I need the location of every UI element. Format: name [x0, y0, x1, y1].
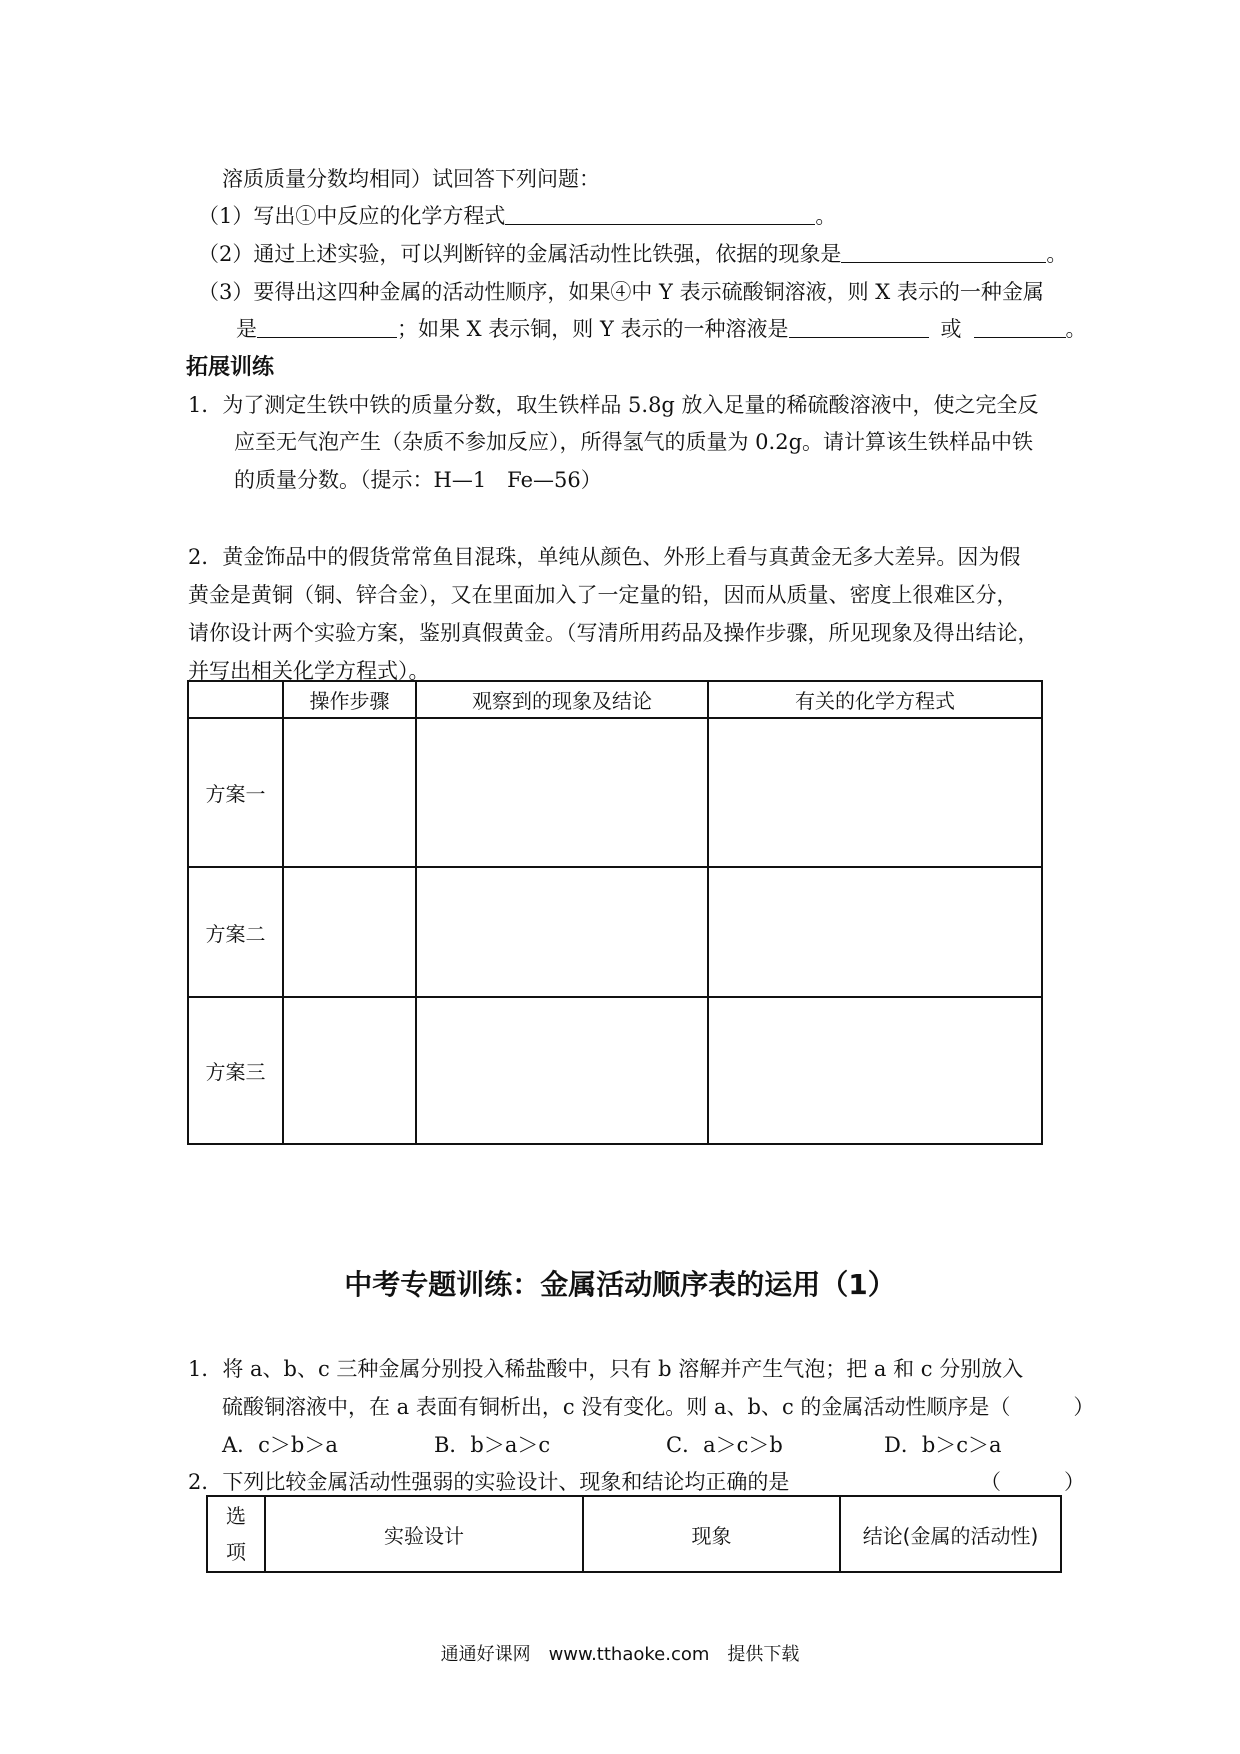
intro-line: 溶质质量分数均相同）试回答下列问题：	[222, 167, 600, 191]
problem-2-line1: 2．黄金饰品中的假货常常鱼目混珠，单纯从颜色、外形上看与真黄金无多大差异。因为假	[188, 545, 1021, 569]
table-cell[interactable]	[416, 997, 708, 1144]
problem-1-line2: 应至无气泡产生（杂质不参加反应），所得氢气的质量为 0.2g。请计算该生铁样品中铁	[234, 430, 1034, 454]
question-1-line2: 硫酸铜溶液中，在 a 表面有铜析出，c 没有变化。则 a、b、c 的金属活动性顺序是（ ）	[222, 1395, 1095, 1419]
table-header-cell: 结论(金属的活动性)	[840, 1496, 1061, 1572]
header-option-bottom: 项	[226, 1540, 246, 1564]
question-2-text: 2．下列比较金属活动性强弱的实验设计、现象和结论均正确的是	[188, 1470, 790, 1494]
table-header-row	[188, 681, 1042, 718]
subquestion-3-line2: 是 ；如果 X 表示铜，则 Y 表示的一种溶液是 或 。	[236, 317, 1087, 341]
subquestion-2	[198, 238, 1067, 268]
option-a[interactable]: A．c＞b＞a	[222, 1433, 338, 1457]
row-label: 方案一	[188, 718, 283, 867]
table-cell[interactable]	[708, 997, 1042, 1144]
row-label: 方案二	[188, 867, 283, 997]
question-1-line1: 1．将 a、b、c 三种金属分别投入稀盐酸中，只有 b 溶解并产生气泡；把 a 和 c 分别放入	[188, 1357, 1024, 1381]
option-d[interactable]: D．b＞c＞a	[884, 1433, 1002, 1457]
table-cell[interactable]	[283, 867, 416, 997]
table-header-cell: 观察到的现象及结论	[416, 681, 708, 718]
table-header-cell: 操作步骤	[283, 681, 416, 718]
problem-2-line4: 并写出相关化学方程式）。	[188, 659, 430, 683]
answer-blank[interactable]	[789, 317, 929, 338]
problem-1-line1: 1．为了测定生铁中铁的质量分数，取生铁样品 5.8g 放入足量的稀硫酸溶液中，使之完全反	[188, 393, 1039, 417]
table-cell[interactable]	[283, 997, 416, 1144]
period: 。	[1046, 242, 1068, 266]
answer-blank[interactable]	[505, 204, 815, 225]
table-cell[interactable]	[283, 718, 416, 867]
problem-1-line3: 的质量分数。（提示：H—1 Fe—56）	[234, 468, 602, 492]
option-b[interactable]: B．b＞a＞c	[434, 1433, 551, 1457]
subquestion-1-text: （1）写出①中反应的化学方程式	[198, 204, 506, 228]
header-option-top: 选	[226, 1504, 246, 1528]
problem-2-line3: 请你设计两个实验方案，鉴别真假黄金。（写清所用药品及操作步骤，所见现象及得出结论，	[188, 621, 1039, 645]
problem-2-line2: 黄金是黄铜（铜、锌合金），又在里面加入了一定量的铅，因而从质量、密度上很难区分，	[188, 583, 1018, 607]
row-label: 方案三	[188, 997, 283, 1144]
table-cell[interactable]	[708, 867, 1042, 997]
table-header-cell: 实验设计	[265, 1496, 583, 1572]
table-row	[188, 718, 1042, 867]
table-header-cell	[207, 1496, 265, 1572]
table-cell[interactable]	[416, 718, 708, 867]
answer-blank[interactable]	[841, 242, 1046, 263]
table-header-cell: 现象	[583, 1496, 840, 1572]
plan-table	[187, 680, 1043, 1145]
table-cell[interactable]	[416, 867, 708, 997]
table-row	[188, 997, 1042, 1144]
subquestion-2-text: （2）通过上述实验，可以判断锌的金属活动性比铁强，依据的现象是	[198, 242, 842, 266]
subquestion-1	[198, 200, 836, 230]
answer-blank[interactable]	[974, 317, 1066, 338]
option-c[interactable]: C．a＞c＞b	[666, 1433, 783, 1457]
subquestion-3-line1: （3）要得出这四种金属的活动性顺序，如果④中 Y 表示硫酸铜溶液，则 X 表示的一种金属	[198, 280, 1044, 304]
compare-table	[206, 1495, 1062, 1573]
section-heading: 拓展训练	[186, 355, 275, 380]
table-header-cell: 有关的化学方程式	[708, 681, 1042, 718]
table-row	[188, 867, 1042, 997]
footer: 通通好课网 www.tthaoke.com 提供下载	[440, 1644, 800, 1665]
page-title: 中考专题训练：金属活动顺序表的运用（1）	[344, 1268, 896, 1301]
answer-paren[interactable]: （ ）	[980, 1470, 1085, 1494]
table-header-cell	[188, 681, 283, 718]
table-cell[interactable]	[708, 718, 1042, 867]
table-header-row	[207, 1496, 1061, 1572]
answer-blank[interactable]	[257, 317, 397, 338]
period: 。	[815, 204, 837, 228]
